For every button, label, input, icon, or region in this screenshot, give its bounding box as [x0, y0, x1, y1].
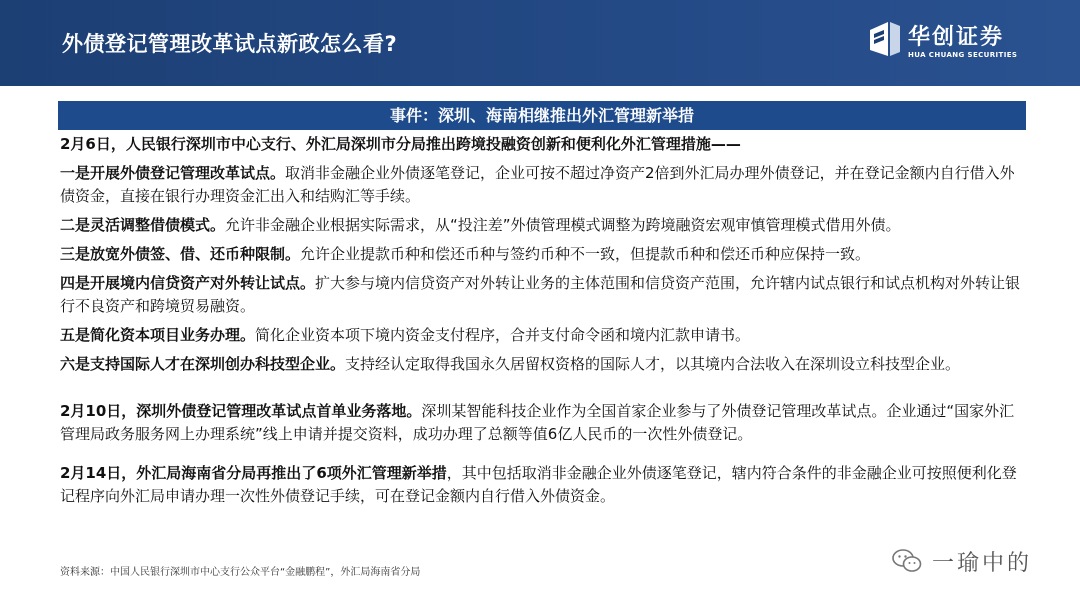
page-title: 外债登记管理改革试点新政怎么看? — [62, 32, 398, 56]
paragraph-text: 取消非金融企业外债逐笔登记，企业可按不超过净资产2倍到外汇局办理外债登记，并在登记金额内自行借入外债资金，直接在银行办理资金汇出入和结购汇等手续。 — [60, 164, 1015, 205]
paragraph-bold: 四是开展境内信贷资产对外转让试点。 — [60, 274, 316, 292]
logo-mark-icon — [868, 20, 902, 58]
company-logo — [868, 18, 1048, 68]
paragraph-6 — [60, 353, 1025, 376]
paragraph-3 — [60, 243, 1025, 266]
paragraph-bold: 六是支持国际人才在深圳创办科技型企业。 — [60, 355, 346, 373]
content-body — [60, 133, 1025, 514]
header-bar — [0, 0, 1080, 86]
paragraph-text: 简化企业资本项下境内资金支付程序，合并支付命令函和境内汇款申请书。 — [255, 326, 751, 344]
paragraph-bold: 一是开展外债登记管理改革试点。 — [60, 164, 286, 182]
paragraph-bold: 五是简化资本项目业务办理。 — [60, 326, 256, 344]
paragraph-bold: 三是放宽外债签、借、还币种限制。 — [60, 245, 301, 263]
logo-english-text: HUA CHUANG SECURITIES — [908, 51, 1018, 59]
paragraph-text: 深圳某智能科技企业作为全国首家企业参与了外债登记管理改革试点。企业通过“国家外汇管理局政务服务网上办理系统”线上申请并提交资料，成功办理了总额等值6亿人民币的一次性外债登记。 — [60, 402, 1015, 443]
watermark-text: 一瑜中的 — [932, 550, 1033, 576]
paragraph-1 — [60, 162, 1025, 208]
paragraph-4 — [60, 272, 1025, 318]
paragraph-text: 允许非金融企业根据实际需求，从“投注差”外债管理模式调整为跨境融资宏观审慎管理模式借用外债。 — [225, 216, 901, 234]
paragraph-0 — [60, 133, 1025, 156]
paragraph-bold: 2月10日，深圳外债登记管理改革试点首单业务落地。 — [60, 402, 422, 420]
paragraph-5 — [60, 324, 1025, 347]
paragraph-text: ，其中包括取消非金融企业外债逐笔登记，辖内符合条件的非金融企业可按照便利化登记程序向外汇局申请办理一次性外债登记手续，可在登记金额内自行借入外债资金。 — [60, 464, 1017, 505]
event-banner: 事件：深圳、海南相继推出外汇管理新举措 — [58, 101, 1026, 130]
paragraph-text: 支持经认定取得我国永久居留权资格的国际人才，以其境内合法收入在深圳设立科技型企业。 — [345, 355, 961, 373]
source-note: 资料来源：中国人民银行深圳市中心支行公众平台“金融鹏程”，外汇局海南省分局 — [60, 567, 421, 578]
paragraph-bold: 2月6日，人民银行深圳市中心支行、外汇局深圳市分局推出跨境投融资创新和便利化外汇管理措施—— — [60, 135, 741, 153]
paragraph-text: 扩大参与境内信贷资产对外转让业务的主体范围和信贷资产范围，允许辖内试点银行和试点机构对外转让银行不良资产和跨境贸易融资。 — [60, 274, 1021, 315]
paragraph-text: 允许企业提款币种和偿还币种与签约币种不一致，但提款币种和偿还币种应保持一致。 — [300, 245, 871, 263]
paragraph-8 — [60, 462, 1025, 508]
paragraph-2 — [60, 214, 1025, 237]
logo-chinese-text: 华创证券 — [908, 25, 1005, 50]
paragraph-7 — [60, 400, 1025, 446]
paragraph-gap — [60, 452, 1025, 462]
paragraph-bold: 二是灵活调整借债模式。 — [60, 216, 226, 234]
wechat-icon — [892, 548, 922, 574]
paragraph-gap — [60, 382, 1025, 400]
paragraph-bold: 2月14日，外汇局海南省分局再推出了6项外汇管理新举措 — [60, 464, 447, 482]
watermark — [892, 546, 1032, 576]
